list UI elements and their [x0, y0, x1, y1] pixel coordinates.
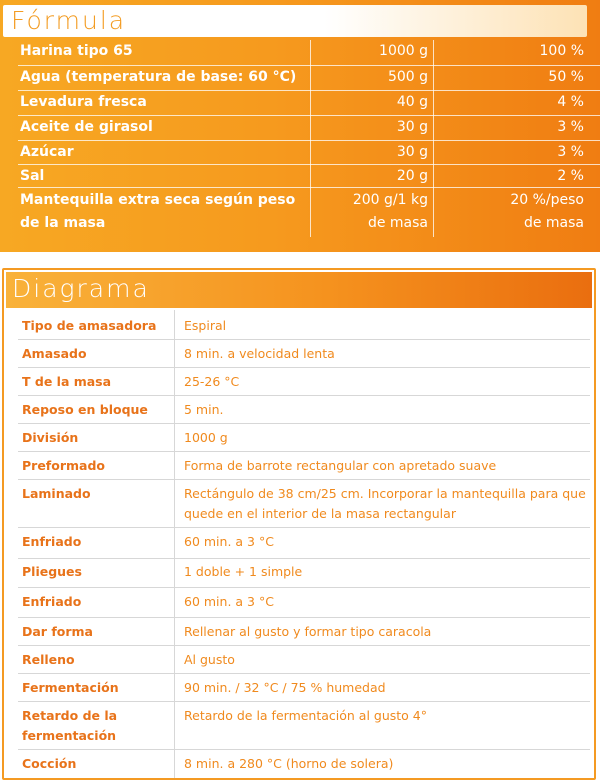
- process-value: [184, 484, 589, 524]
- row-divider: [18, 617, 590, 618]
- formula-header: [3, 5, 587, 37]
- row-divider: [18, 423, 590, 424]
- ingredient-quantity: 40 g: [396, 94, 428, 110]
- row-divider: [18, 558, 590, 559]
- process-step: Enfriado: [22, 594, 82, 609]
- process-value: Forma de barrote rectangular con apretado suave: [184, 458, 497, 473]
- ingredient-percentage: [440, 189, 584, 235]
- row-divider: [18, 339, 590, 340]
- process-step-line: fermentación: [22, 728, 117, 743]
- process-step: Preformado: [22, 458, 105, 473]
- process-step: Pliegues: [22, 564, 82, 579]
- process-step: Amasado: [22, 346, 87, 361]
- diagrama-column-divider: [174, 310, 175, 778]
- formula-column-divider: [310, 40, 311, 237]
- diagrama-header: [6, 272, 592, 308]
- process-step: Reposo en bloque: [22, 402, 148, 417]
- ingredient-percentage: 4 %: [557, 94, 584, 110]
- row-divider: [18, 367, 590, 368]
- process-step: T de la masa: [22, 374, 112, 389]
- process-value: 60 min. a 3 °C: [184, 534, 274, 549]
- process-value: Retardo de la fermentación al gusto 4°: [184, 708, 428, 723]
- process-value: 60 min. a 3 °C: [184, 594, 274, 609]
- process-value: 1000 g: [184, 430, 228, 445]
- ingredient-quantity: 30 g: [396, 119, 428, 135]
- row-divider: [18, 701, 590, 702]
- ingredient-quantity: 20 g: [396, 168, 428, 184]
- row-divider: [18, 451, 590, 452]
- ingredient-quantity-line: de masa: [367, 215, 428, 231]
- ingredient-name: Azúcar: [20, 144, 74, 160]
- process-step: División: [22, 430, 79, 445]
- process-value-line: quede en el interior de la masa rectangular: [184, 506, 456, 521]
- formula-title: Fórmula: [11, 6, 127, 35]
- ingredient-percentage: 3 %: [557, 144, 584, 160]
- process-step-line: Retardo de la: [22, 708, 118, 723]
- process-step: Laminado: [22, 486, 91, 501]
- formula-column-divider: [433, 40, 434, 237]
- ingredient-name: Sal: [20, 168, 45, 184]
- process-value: Espiral: [184, 318, 227, 333]
- ingredient-percentage-line: de masa: [523, 215, 584, 231]
- ingredient-quantity: 500 g: [387, 69, 428, 85]
- row-divider: [18, 645, 590, 646]
- process-step: Cocción: [22, 756, 77, 771]
- row-divider: [18, 395, 590, 396]
- row-divider: [18, 527, 590, 528]
- process-value: 8 min. a 280 °C (horno de solera): [184, 756, 394, 771]
- ingredient-quantity: 1000 g: [379, 43, 428, 59]
- ingredient-quantity: [318, 189, 428, 235]
- ingredient-quantity: 30 g: [396, 144, 428, 160]
- ingredient-name: Aceite de girasol: [20, 119, 153, 135]
- process-step: Enfriado: [22, 534, 82, 549]
- process-step: [22, 706, 172, 746]
- ingredient-quantity-line: 200 g/1 kg: [352, 192, 428, 208]
- row-divider: [18, 187, 600, 188]
- process-step: Fermentación: [22, 680, 119, 695]
- ingredient-percentage: 100 %: [539, 43, 584, 59]
- process-value: 8 min. a velocidad lenta: [184, 346, 335, 361]
- process-value: 25-26 °C: [184, 374, 240, 389]
- process-value: 5 min.: [184, 402, 224, 417]
- row-divider: [18, 673, 590, 674]
- process-value: Al gusto: [184, 652, 235, 667]
- process-step: Tipo de amasadora: [22, 318, 157, 333]
- process-step: Relleno: [22, 652, 75, 667]
- ingredient-percentage: 50 %: [548, 69, 584, 85]
- formula-section: [0, 0, 600, 252]
- process-value: Rellenar al gusto y formar tipo caracola: [184, 624, 432, 639]
- ingredient-percentage-line: 20 %/peso: [510, 192, 584, 208]
- ingredient-name: Harina tipo 65: [20, 43, 133, 59]
- ingredient-percentage: 2 %: [557, 168, 584, 184]
- row-divider: [18, 587, 590, 588]
- ingredient-name-line: de la masa: [20, 215, 106, 231]
- ingredient-name-line: Mantequilla extra seca según peso: [20, 192, 296, 208]
- process-value: 1 doble + 1 simple: [184, 564, 303, 579]
- diagrama-title: Diagrama: [12, 274, 150, 303]
- ingredient-percentage: 3 %: [557, 119, 584, 135]
- ingredient-name: Levadura fresca: [20, 94, 147, 110]
- process-value-line: Rectángulo de 38 cm/25 cm. Incorporar la mantequilla para que: [184, 486, 586, 501]
- ingredient-name: Agua (temperatura de base: 60 °C): [20, 69, 297, 85]
- diagrama-section: [2, 268, 596, 780]
- process-step: Dar forma: [22, 624, 93, 639]
- row-divider: [18, 749, 590, 750]
- process-value: 90 min. / 32 °C / 75 % humedad: [184, 680, 386, 695]
- row-divider: [18, 479, 590, 480]
- ingredient-name: [20, 189, 300, 235]
